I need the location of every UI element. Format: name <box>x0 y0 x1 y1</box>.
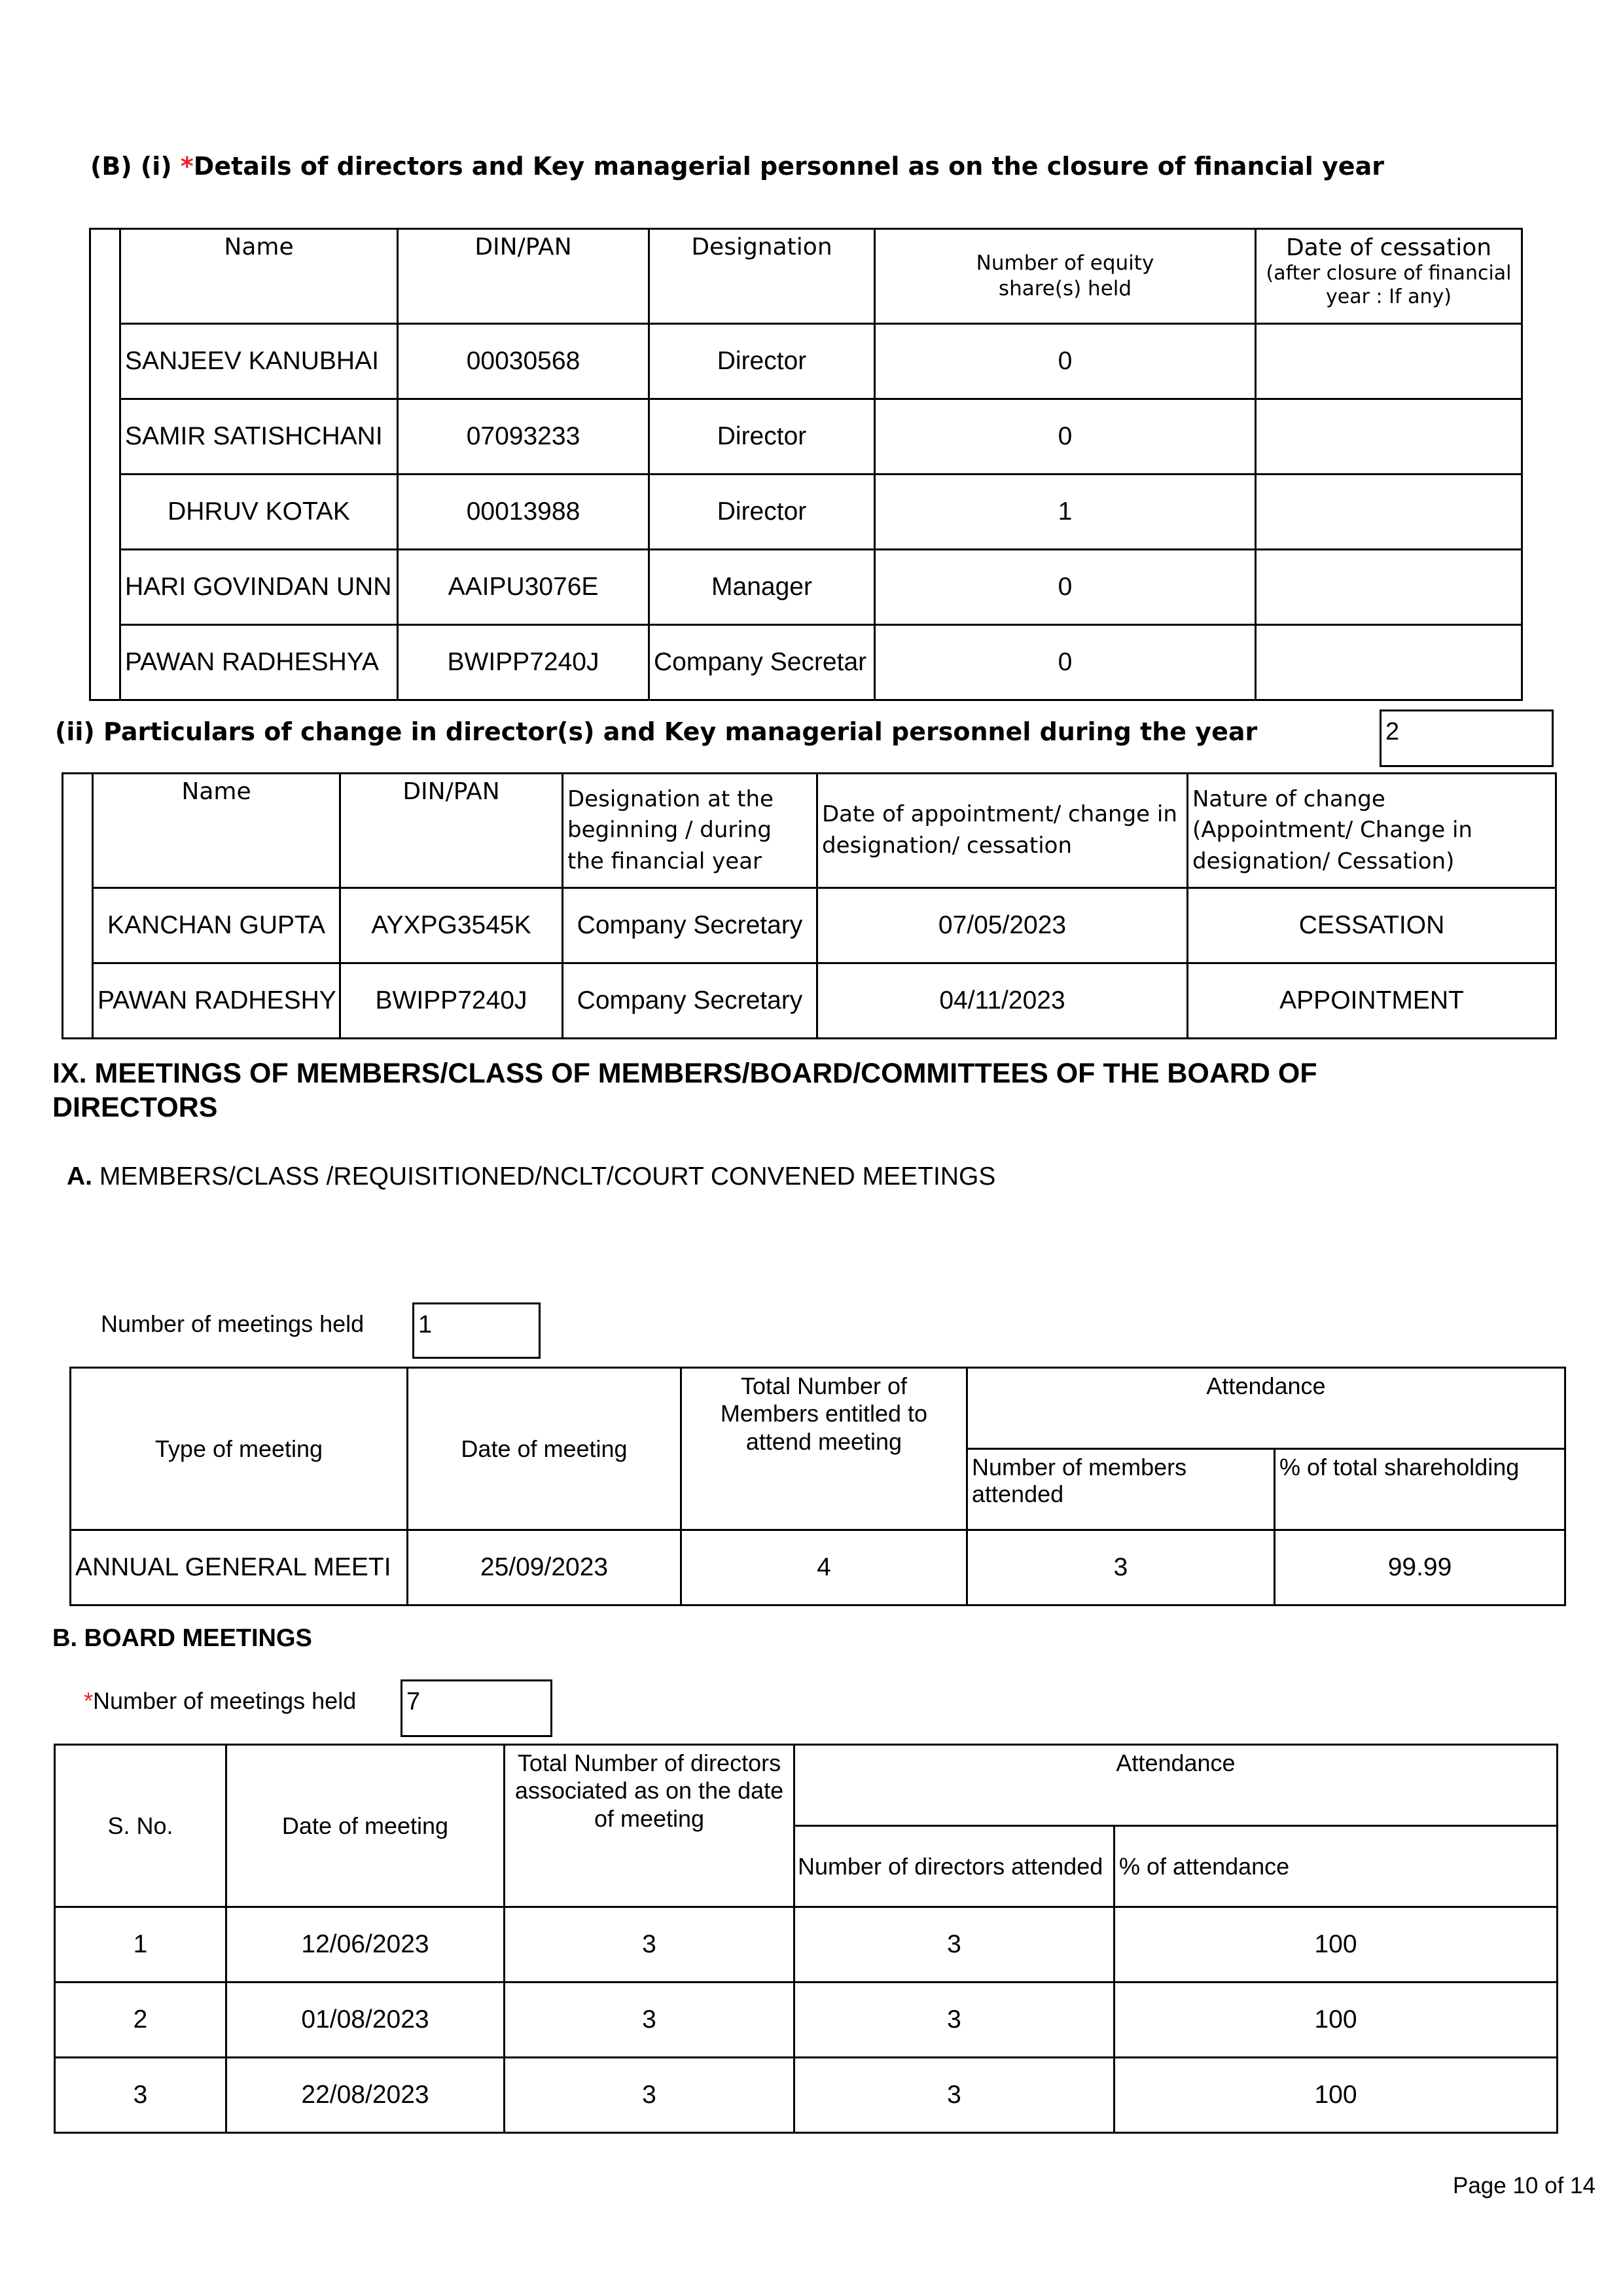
table-header-row <box>90 229 1522 324</box>
cell-date: 04/11/2023 <box>817 963 1188 1039</box>
page-number: Page 10 of 14 <box>1453 2173 1596 2198</box>
members-meetings-count-box[interactable]: 1 <box>412 1302 541 1359</box>
required-star: * <box>180 152 194 181</box>
section-b-i-prefix: (B) (i) <box>90 152 181 181</box>
cell-attended: 3 <box>794 1907 1115 1982</box>
cell-total: 4 <box>681 1530 967 1605</box>
header-type-of-meeting: Type of meeting <box>71 1368 408 1530</box>
header-serial-no: S. No. <box>55 1745 226 1907</box>
section-ix-title-line1: IX. MEETINGS OF MEMBERS/CLASS OF MEMBERS/BOARD/COMMITTEES OF THE BOARD OF <box>52 1058 1317 1089</box>
board-meetings-label <box>84 1687 356 1715</box>
board-meetings-label-text: Number of meetings held <box>93 1687 357 1714</box>
cell-name: SAMIR SATISHCHANI <box>120 399 398 475</box>
cell-date: 07/05/2023 <box>817 888 1188 963</box>
cell-equity: 0 <box>875 399 1256 475</box>
members-meetings-table <box>69 1367 1566 1606</box>
cell-equity: 0 <box>875 625 1256 700</box>
header-name: Name <box>93 774 340 888</box>
table-row <box>90 475 1522 550</box>
cell-din: 00013988 <box>398 475 649 550</box>
table-row <box>63 888 1556 963</box>
cell-nature: CESSATION <box>1188 888 1556 963</box>
cell-designation: Company Secretar <box>649 625 875 700</box>
header-pct-attendance: % of attendance <box>1115 1826 1558 1907</box>
section-b-i-title: Details of directors and Key managerial personnel as on the closure of financial year <box>193 152 1384 181</box>
cell-sno: 1 <box>55 1907 226 1982</box>
cell-din: 07093233 <box>398 399 649 475</box>
header-date-of-meeting: Date of meeting <box>226 1745 505 1907</box>
header-date-change: Date of appointment/ change in designation/ cessation <box>817 774 1188 888</box>
cell-sno: 3 <box>55 2058 226 2133</box>
cell-total: 3 <box>505 1907 794 1982</box>
cell-designation: Manager <box>649 550 875 625</box>
header-designation: Designation <box>649 229 875 324</box>
header-pct-shareholding: % of total shareholding <box>1275 1449 1565 1530</box>
header-name: Name <box>120 229 398 324</box>
cell-din: AYXPG3545K <box>340 888 563 963</box>
header-date-of-meeting: Date of meeting <box>408 1368 681 1530</box>
cell-date: 01/08/2023 <box>226 1982 505 2058</box>
table-row <box>55 1907 1558 1982</box>
members-meetings-label: Number of meetings held <box>101 1310 365 1337</box>
cell-designation: Director <box>649 399 875 475</box>
cell-date: 22/08/2023 <box>226 2058 505 2133</box>
section-ix-title-line2: DIRECTORS <box>52 1092 218 1123</box>
table-row <box>55 1982 1558 2058</box>
header-total-directors: Total Number of directors associated as on the date of meeting <box>505 1745 794 1907</box>
header-members-attended: Number of members attended <box>967 1449 1275 1530</box>
cell-date: 12/06/2023 <box>226 1907 505 1982</box>
header-cessation-title: Date of cessation <box>1285 234 1492 261</box>
cell-cessation <box>1256 625 1522 700</box>
table-header-row <box>71 1368 1565 1449</box>
section-b-i-heading <box>90 152 1384 181</box>
cell-attended: 3 <box>967 1530 1275 1605</box>
required-star: * <box>84 1687 94 1714</box>
cell-name: PAWAN RADHESHY <box>93 963 340 1039</box>
cell-din: 00030568 <box>398 324 649 399</box>
row-marker-column <box>90 229 120 700</box>
cell-pct: 100 <box>1115 1982 1558 2058</box>
section-a-label-bold: A. <box>67 1162 92 1191</box>
section-ix-heading <box>52 1056 1317 1124</box>
cell-designation: Director <box>649 475 875 550</box>
table-header-row <box>63 774 1556 888</box>
header-cessation <box>1256 229 1522 324</box>
cell-name: KANCHAN GUPTA <box>93 888 340 963</box>
cell-pct: 99.99 <box>1275 1530 1565 1605</box>
cell-cessation <box>1256 550 1522 625</box>
board-meetings-table <box>54 1744 1558 2134</box>
header-attendance: Attendance <box>794 1745 1558 1826</box>
kmp-change-table <box>62 772 1557 1039</box>
cell-designation: Director <box>649 324 875 399</box>
cell-name: HARI GOVINDAN UNN <box>120 550 398 625</box>
table-row <box>90 324 1522 399</box>
board-meetings-heading: B. BOARD MEETINGS <box>52 1624 312 1652</box>
table-row <box>90 550 1522 625</box>
table-row <box>90 625 1522 700</box>
table-header-row <box>55 1745 1558 1826</box>
header-din-pan: DIN/PAN <box>340 774 563 888</box>
cell-name: DHRUV KOTAK <box>120 475 398 550</box>
cell-name: PAWAN RADHESHYA <box>120 625 398 700</box>
cell-name: SANJEEV KANUBHAI <box>120 324 398 399</box>
cell-designation: Company Secretary <box>563 963 817 1039</box>
header-equity-shares: Number of equity share(s) held <box>875 229 1256 324</box>
header-cessation-note: (after closure of financial year : If any) <box>1266 262 1512 309</box>
directors-kmp-table <box>89 228 1523 701</box>
table-row <box>63 963 1556 1039</box>
header-designation: Designation at the beginning / during the financial year <box>563 774 817 888</box>
cell-cessation <box>1256 399 1522 475</box>
cell-din: BWIPP7240J <box>340 963 563 1039</box>
header-din-pan: DIN/PAN <box>398 229 649 324</box>
board-meetings-count-box[interactable]: 7 <box>401 1679 552 1737</box>
cell-cessation <box>1256 475 1522 550</box>
section-a-heading <box>67 1162 995 1191</box>
table-row <box>71 1530 1565 1605</box>
cell-cessation <box>1256 324 1522 399</box>
cell-equity: 1 <box>875 475 1256 550</box>
cell-total: 3 <box>505 1982 794 2058</box>
header-attendance: Attendance <box>967 1368 1565 1449</box>
table-row <box>55 2058 1558 2133</box>
cell-nature: APPOINTMENT <box>1188 963 1556 1039</box>
cell-din: BWIPP7240J <box>398 625 649 700</box>
cell-total: 3 <box>505 2058 794 2133</box>
header-directors-attended: Number of directors attended <box>794 1826 1115 1907</box>
section-a-label: MEMBERS/CLASS /REQUISITIONED/NCLT/COURT CONVENED MEETINGS <box>92 1162 996 1191</box>
cell-date: 25/09/2023 <box>408 1530 681 1605</box>
header-total-members: Total Number of Members entitled to attend meeting <box>681 1368 967 1530</box>
cell-designation: Company Secretary <box>563 888 817 963</box>
cell-type: ANNUAL GENERAL MEETI <box>71 1530 408 1605</box>
cell-pct: 100 <box>1115 2058 1558 2133</box>
cell-sno: 2 <box>55 1982 226 2058</box>
row-marker-column <box>63 774 93 1039</box>
header-nature-change: Nature of change (Appointment/ Change in designation/ Cessation) <box>1188 774 1556 888</box>
cell-equity: 0 <box>875 550 1256 625</box>
cell-din: AAIPU3076E <box>398 550 649 625</box>
cell-attended: 3 <box>794 2058 1115 2133</box>
section-b-ii-heading: (ii) Particulars of change in director(s) and Key managerial personnel during the year <box>55 717 1258 746</box>
change-count-box[interactable]: 2 <box>1380 709 1554 767</box>
cell-pct: 100 <box>1115 1907 1558 1982</box>
cell-attended: 3 <box>794 1982 1115 2058</box>
cell-equity: 0 <box>875 324 1256 399</box>
table-row <box>90 399 1522 475</box>
